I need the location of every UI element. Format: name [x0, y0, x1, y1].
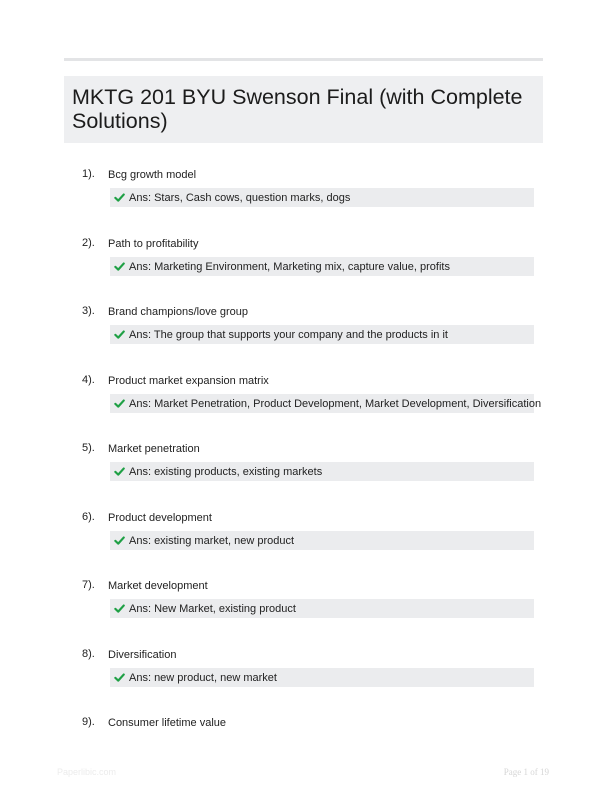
answer-box [110, 599, 534, 618]
footer-watermark: Paperlibic.com [57, 767, 117, 777]
check-icon [114, 329, 125, 340]
page-number: Page 1 of 19 [503, 767, 549, 777]
answer-text: Ans: Stars, Cash cows, question marks, dogs [129, 191, 351, 204]
question-number: 7). [82, 579, 95, 591]
question-text: Bcg growth model [108, 169, 197, 181]
answer-box [110, 668, 534, 687]
question-text: Path to profitability [108, 238, 199, 250]
question-number: 8). [82, 648, 95, 660]
answer-box [110, 188, 534, 207]
question-item [0, 715, 606, 739]
question-text: Product development [108, 512, 212, 524]
answer-text: Ans: Market Penetration, Product Development, Market Development, Diversification [129, 397, 542, 410]
question-text: Brand champions/love group [108, 306, 249, 318]
answer-text: Ans: The group that supports your company and the products in it [129, 328, 448, 341]
check-icon [114, 672, 125, 683]
question-text: Market development [108, 580, 208, 592]
answer-text: Ans: new product, new market [129, 671, 277, 684]
question-number: 5). [82, 442, 95, 454]
question-item [0, 373, 606, 433]
answer-text: Ans: Marketing Environment, Marketing mix, capture value, profits [129, 260, 450, 273]
question-item [0, 647, 606, 707]
question-number: 3). [82, 305, 95, 317]
check-icon [114, 466, 125, 477]
answer-box [110, 394, 542, 413]
question-number: 2). [82, 237, 95, 249]
question-item [0, 578, 606, 638]
question-number: 9). [82, 716, 95, 728]
question-item [0, 510, 606, 570]
check-icon [114, 535, 125, 546]
question-number: 1). [82, 168, 95, 180]
page-title: MKTG 201 BYU Swenson Final (with Complete Solutions) [72, 85, 523, 133]
question-text: Consumer lifetime value [108, 717, 226, 729]
answer-text: Ans: existing market, new product [129, 534, 295, 547]
check-icon [114, 398, 125, 409]
check-icon [114, 192, 125, 203]
check-icon [114, 261, 125, 272]
check-icon [114, 603, 125, 614]
answer-text: Ans: existing products, existing markets [129, 465, 323, 478]
question-text: Diversification [108, 649, 177, 661]
answer-box [110, 531, 534, 550]
answer-box [110, 325, 534, 344]
answer-box [110, 462, 534, 481]
question-number: 6). [82, 511, 95, 523]
question-number: 4). [82, 374, 95, 386]
question-item [0, 441, 606, 501]
question-item [0, 167, 606, 227]
answer-box [110, 257, 534, 276]
question-item [0, 304, 606, 364]
question-item [0, 236, 606, 296]
answer-text: Ans: New Market, existing product [129, 602, 296, 615]
question-text: Product market expansion matrix [108, 375, 269, 387]
question-text: Market penetration [108, 443, 200, 455]
